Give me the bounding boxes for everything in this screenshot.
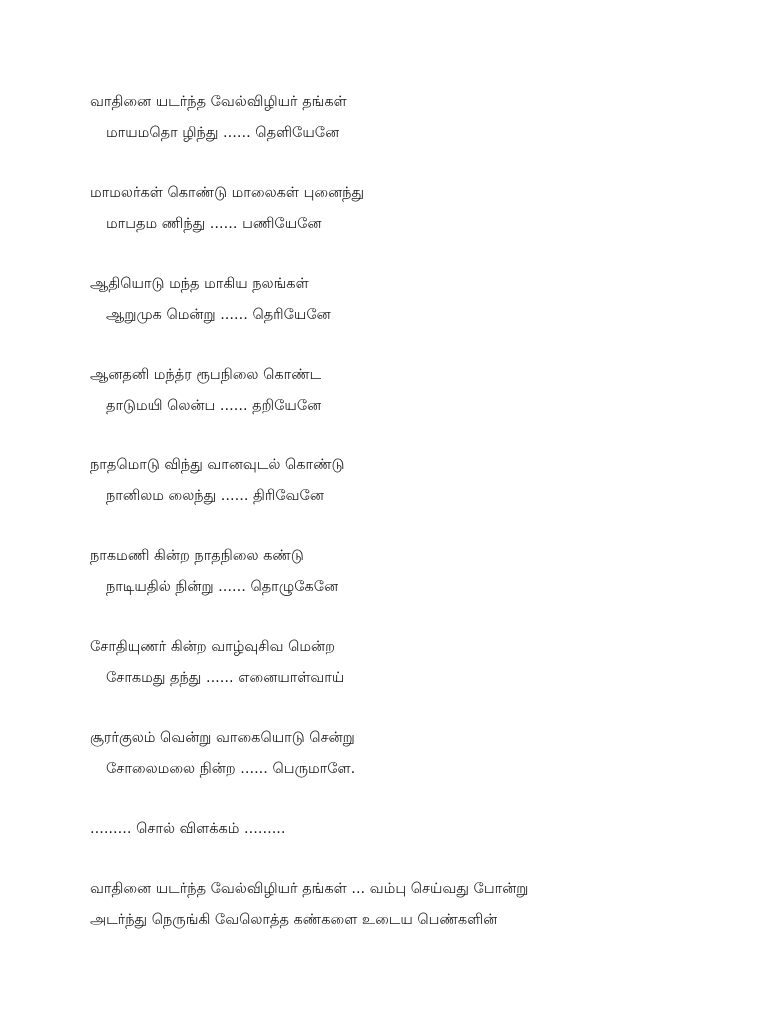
verse-1-line-2: மாயமதொ ழிந்து ...... தெளியேனே (106, 125, 340, 141)
verse-4-line-2: தாடுமயி லென்ப ...... தறியேனே (106, 398, 322, 414)
verse-1-line-1: வாதினை யடர்ந்த வேல்விழியர் தங்கள் (90, 94, 347, 110)
verse-8-line-1: சூரர்குலம் வென்று வாகையொடு சென்று (90, 730, 355, 746)
verse-6-line-2: நாடியதில் நின்று ...... தொழுகேனே (106, 579, 339, 595)
verse-7-line-2: சோகமது தந்து ...... எனையாள்வாய் (106, 670, 345, 686)
verse-5-line-2: நானிலம லைந்து ...... திரிவேனே (106, 488, 324, 504)
verse-7-line-1: சோதியுணர் கின்ற வாழ்வுசிவ மென்ற (90, 639, 335, 655)
verse-5-line-1: நாதமொடு விந்து வானவுடல் கொண்டு (90, 457, 345, 473)
explanation-line-1: வாதினை யடர்ந்த வேல்விழியர் தங்கள் ... வம்பு செய்வது போன்று (90, 881, 529, 897)
verse-2-line-1: மாமலர்கள் கொண்டு மாலைகள் புனைந்து (90, 185, 365, 201)
section-heading: ......... சொல் விளக்கம் ......... (90, 821, 286, 837)
verse-6-line-1: நாகமணி கின்ற நாதநிலை கண்டு (90, 548, 304, 564)
explanation-line-2: அடர்ந்து நெருங்கி வேலொத்த கண்களை உடைய பெண்களின் (90, 912, 498, 928)
verse-4-line-1: ஆனதனி மந்த்ர ரூபநிலை கொண்ட (90, 367, 322, 383)
verse-8-line-2: சோலைமலை நின்ற ...... பெருமாளே. (106, 761, 356, 777)
verse-3-line-1: ஆதியொடு மந்த மாகிய நலங்கள் (90, 276, 309, 292)
verse-2-line-2: மாபதம ணிந்து ...... பணியேனே (106, 216, 322, 232)
verse-3-line-2: ஆறுமுக மென்று ...... தெரியேனே (106, 307, 331, 323)
